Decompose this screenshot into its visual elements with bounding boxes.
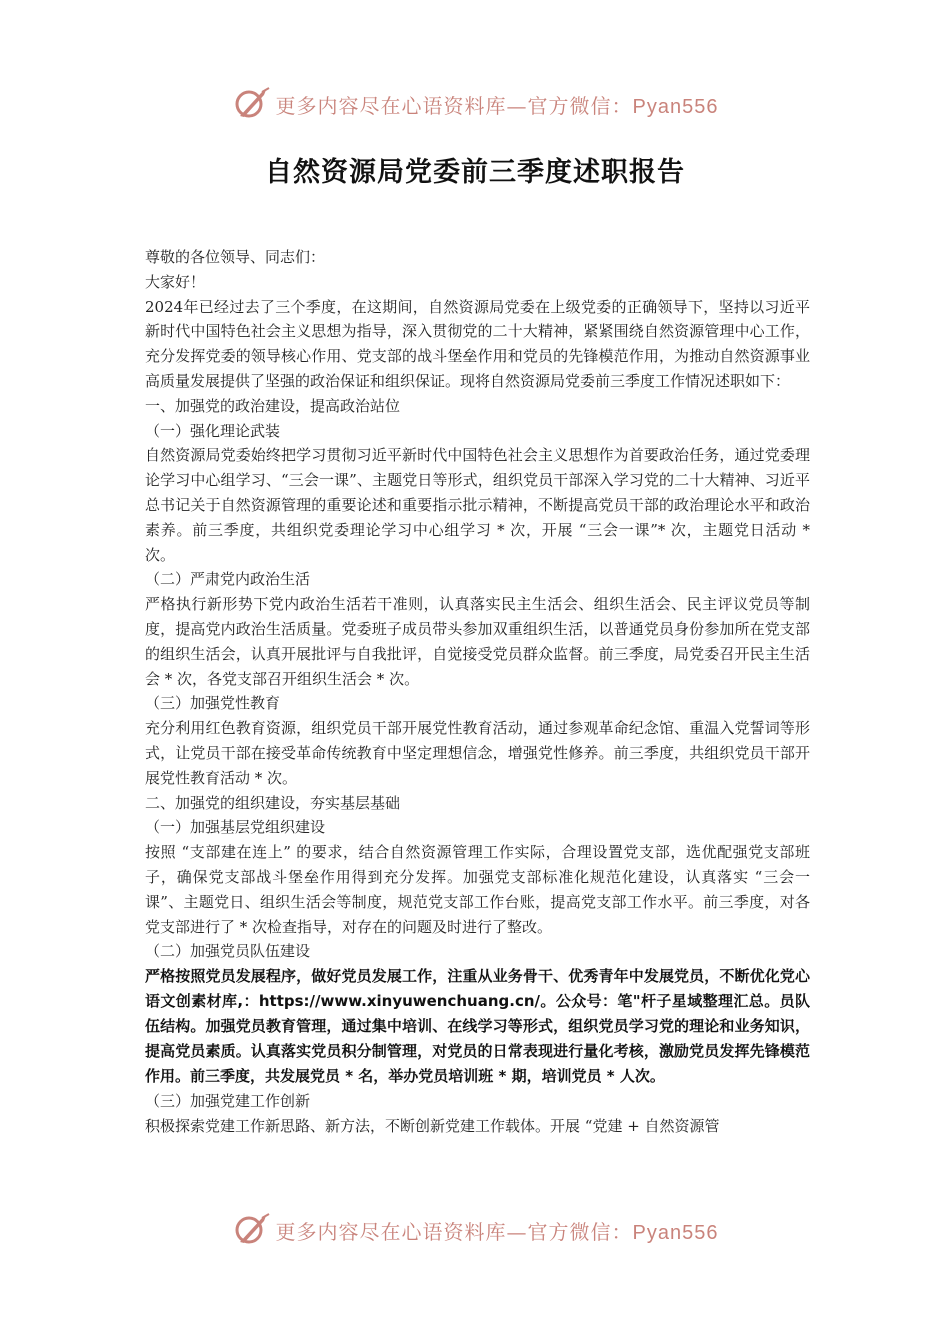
- page-title: 自然资源局党委前三季度述职报告: [265, 157, 685, 188]
- paragraph-2-2: 严格按照党员发展程序，做好党员发展工作，注重从业务骨干、优秀青年中发展党员，不断优化党心语文创素材库,：https://www.xinyuwenchuang.cn/。公众号：笔"杆子星域整理汇总。员队伍结构。加强党员教育管理，通过集中培训、在线学习等形式，组织党员学习党的理论和业务知识，提高党员素质。认真落实党员积分制管理，对党员的日常表现进行量化考核，激励党员发挥先锋模范作用。前三季度，共发展党员 * 名，举办党员培训班 * 期，培训党员 * 人次。: [145, 967, 810, 1086]
- subsection-heading-1-2: （二）严肃党内政治生活: [145, 570, 311, 589]
- paragraph-2-1: 按照 “支部建在连上” 的要求，结合自然资源管理工作实际，合理设置党支部，选优配强党支部班子，确保党支部战斗堡垒作用得到充分发挥。加强党支部标准化规范化建设，认真落实 “三会一课”、主题党日、组织生活会等制度，规范党支部工作台账，提高党支部工作水平。前三季度，对各党支部进行了 * 次检查指导，对存在的问题及时进行了整改。: [145, 843, 810, 936]
- watermark-banner-top: [0, 84, 950, 124]
- section-heading-2: 二、加强党的组织建设，夯实基层基础: [145, 793, 401, 812]
- watermark-text: 更多内容尽在心语资料库—官方微信：Pyan556: [275, 1219, 719, 1244]
- greeting: 大家好！: [145, 272, 206, 291]
- paragraph-2-3: 积极探索党建工作新思路、新方法，不断创新党建工作载体。开展 “党建 + 自然资源管: [145, 1116, 720, 1135]
- report-body: [145, 245, 810, 1139]
- quill-pen-logo-icon: [232, 86, 272, 122]
- salutation: 尊敬的各位领导、同志们：: [145, 248, 326, 266]
- section-heading-1: 一、加强党的政治建设，提高政治站位: [145, 396, 401, 415]
- paragraph-1-3: 充分利用红色教育资源，组织党员干部开展党性教育活动，通过参观革命纪念馆、重温入党誓词等形式，让党员干部在接受革命传统教育中坚定理想信念，增强党性修养。前三季度，共组织党员干部开展党性教育活动 * 次。: [145, 719, 810, 787]
- watermark-banner-bottom: [0, 1210, 950, 1250]
- subsection-heading-1-1: （一）强化理论武装: [145, 421, 281, 440]
- paragraph-1-1: 自然资源局党委始终把学习贯彻习近平新时代中国特色社会主义思想作为首要政治任务，通过党委理论学习中心组学习、“三会一课”、主题党日等形式，组织党员干部深入学习党的二十大精神、习近平总书记关于自然资源管理的重要论述和重要指示批示精神，不断提高党员干部的政治理论水平和政治素养。前三季度，共组织党委理论学习中心组学习 * 次，开展 “三会一课”* 次，主题党日活动 * 次。: [145, 446, 810, 564]
- quill-pen-logo-icon: [232, 1212, 272, 1248]
- subsection-heading-2-2: （二）加强党员队伍建设: [145, 942, 311, 961]
- subsection-heading-2-3: （三）加强党建工作创新: [145, 1092, 311, 1111]
- subsection-heading-2-1: （一）加强基层党组织建设: [145, 818, 326, 837]
- watermark-text: 更多内容尽在心语资料库—官方微信：Pyan556: [275, 93, 719, 118]
- subsection-heading-1-3: （三）加强党性教育: [145, 694, 281, 713]
- intro-paragraph: 2024年已经过去了三个季度，在这期间，自然资源局党委在上级党委的正确领导下，坚持以习近平新时代中国特色社会主义思想为指导，深入贯彻党的二十大精神，紧紧围绕自然资源管理中心工作，充分发挥党委的领导核心作用、党支部的战斗堡垒作用和党员的先锋模范作用，为推动自然资源事业高质量发展提供了坚强的政治保证和组织保证。现将自然资源局党委前三季度工作情况述职如下：: [145, 297, 810, 390]
- paragraph-1-2: 严格执行新形势下党内政治生活若干准则，认真落实民主生活会、组织生活会、民主评议党员等制度，提高党内政治生活质量。党委班子成员带头参加双重组织生活，以普通党员身份参加所在党支部的组织生活会，认真开展批评与自我批评，自觉接受党员群众监督。前三季度，局党委召开民主生活会 * 次，各党支部召开组织生活会 * 次。: [145, 595, 810, 688]
